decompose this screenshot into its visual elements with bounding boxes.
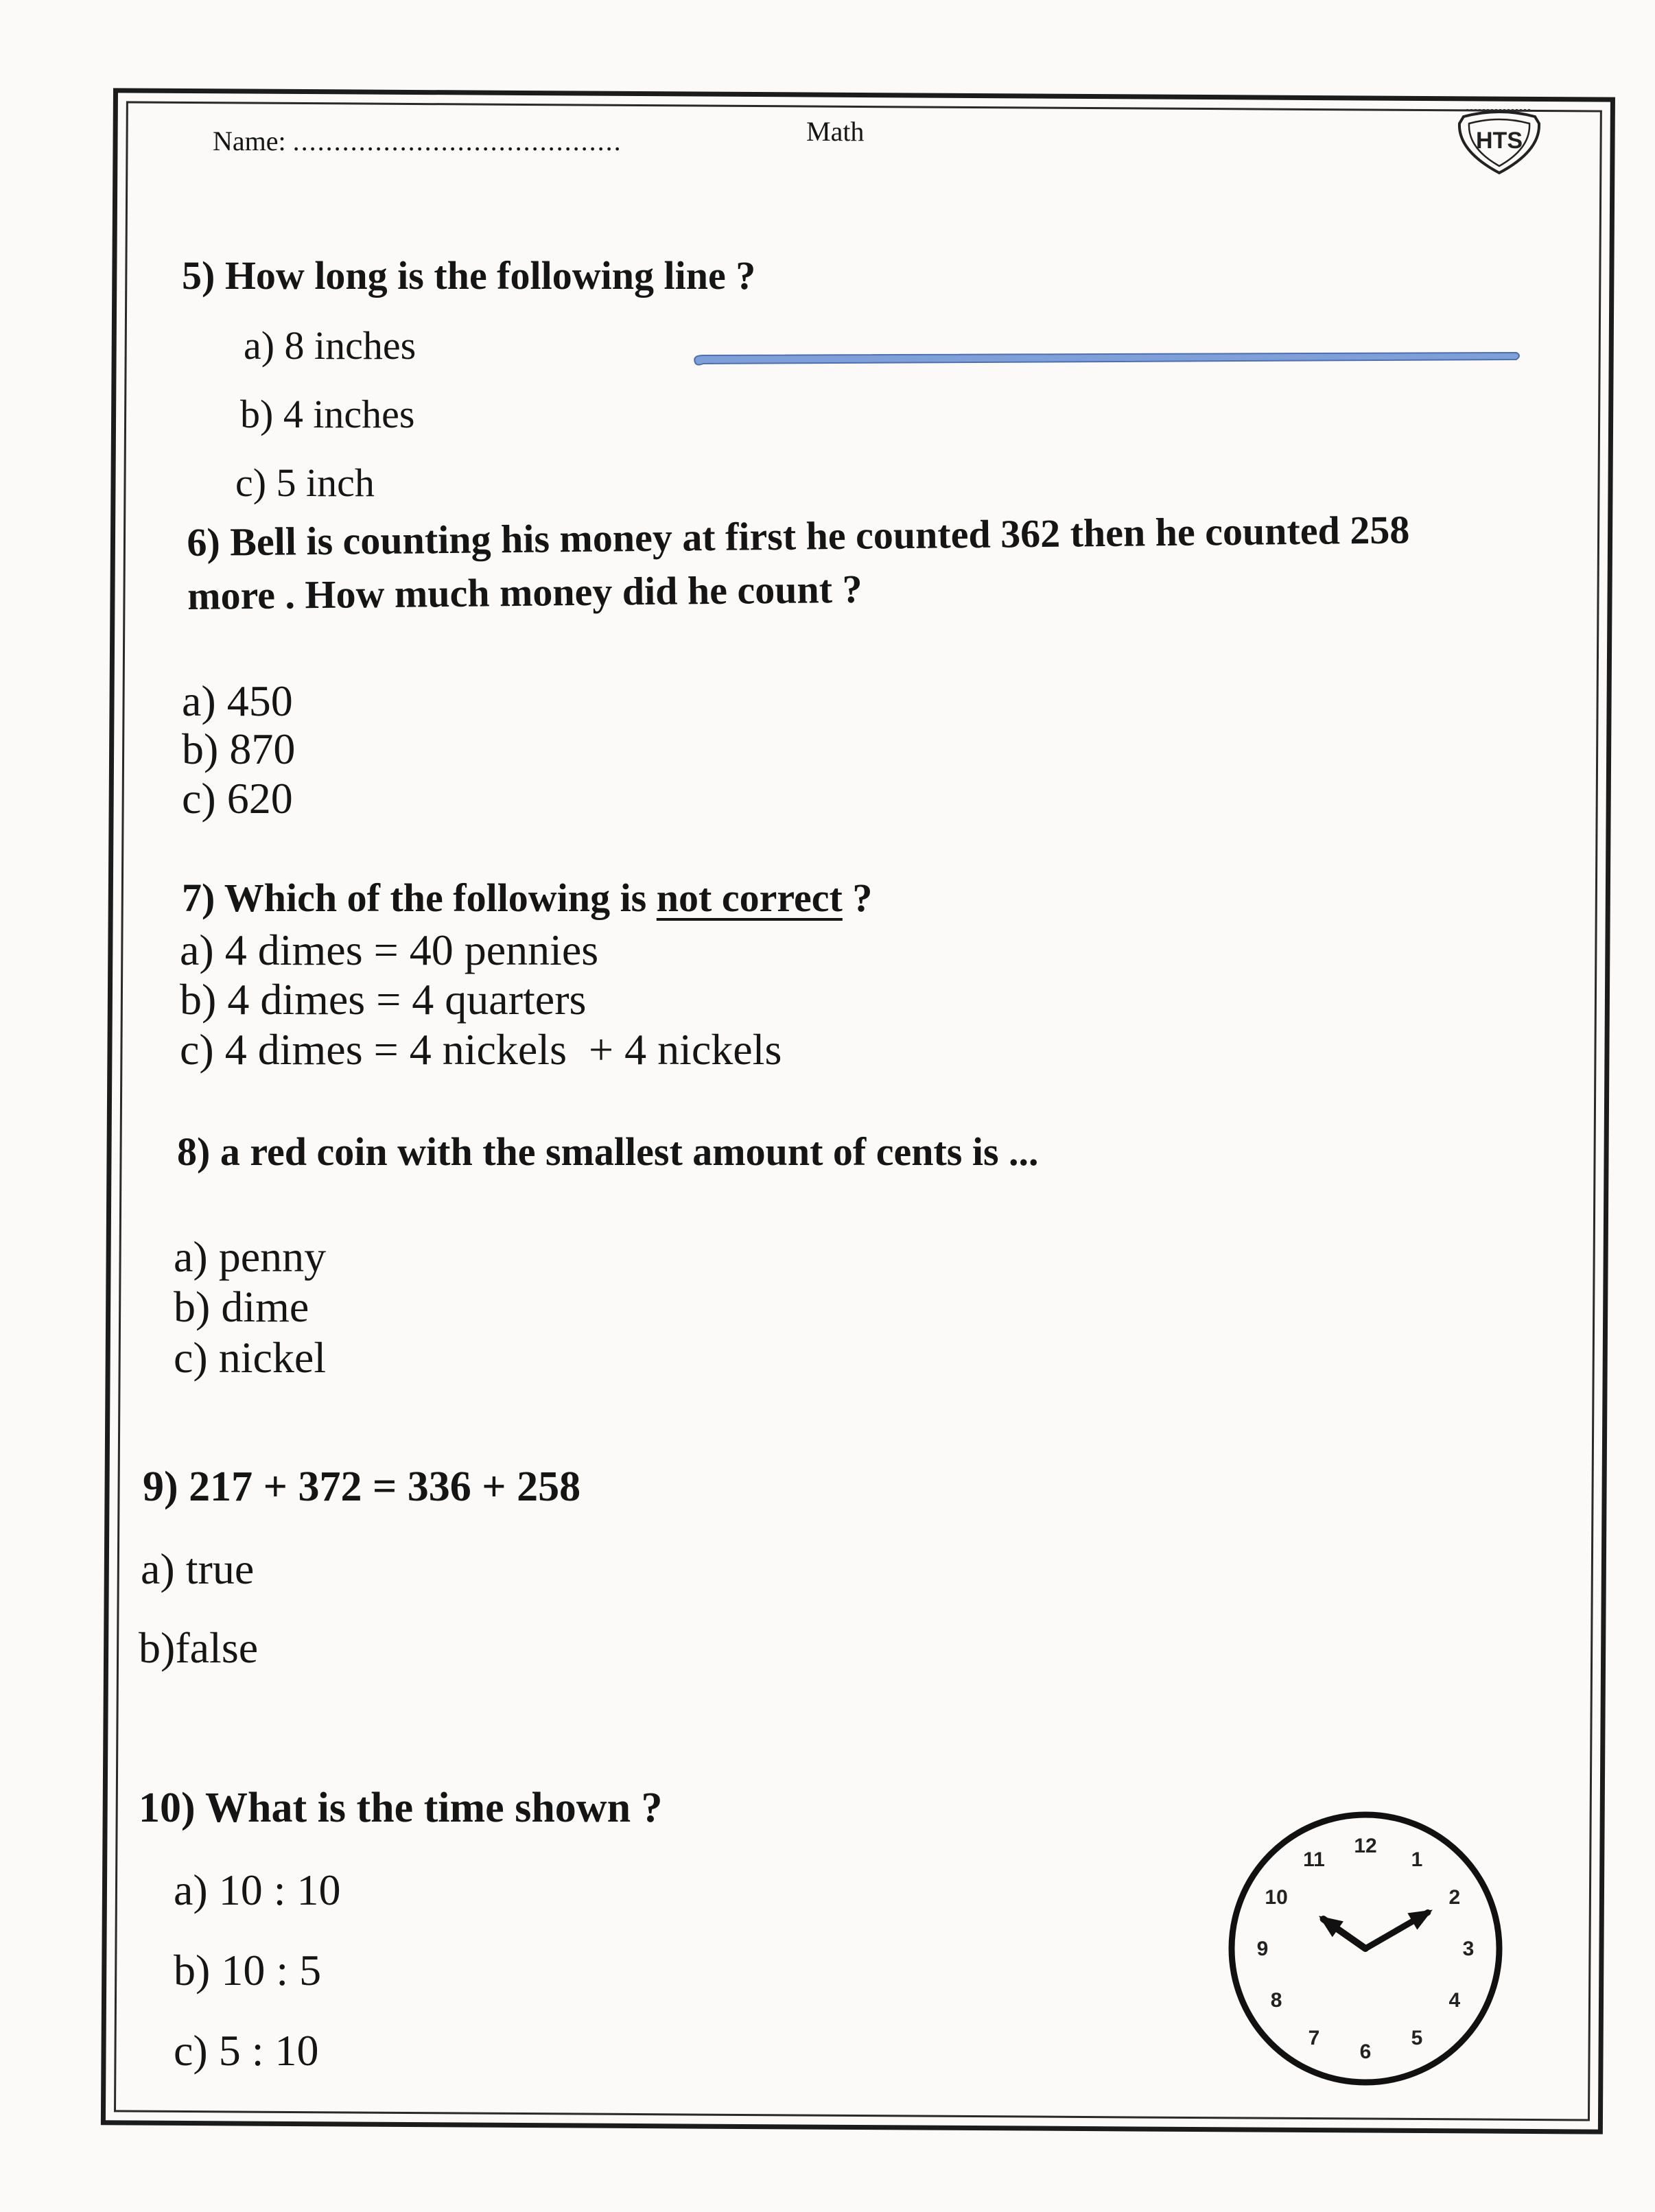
q7-option-b: b) 4 dimes = 4 quarters (180, 975, 587, 1024)
question-8-title: 8) a red coin with the smallest amount of cents is ... (177, 1129, 1039, 1174)
clock-numeral: 12 (1354, 1835, 1377, 1857)
subject-title: Math (806, 116, 865, 147)
q8-option-a: a) penny (174, 1232, 327, 1281)
q6-text: Bell is counting his money at first he counted 362 then he counted 258 more . How much money did he count ? (187, 507, 1410, 618)
q10-option-c: c) 5 : 10 (174, 2026, 319, 2075)
name-dots: ........................................ (292, 126, 622, 156)
q7-option-a: a) 4 dimes = 40 pennies (180, 926, 599, 974)
q7-option-c: c) 4 dimes = 4 nickels + 4 nickels (180, 1025, 782, 1074)
q9-option-b: b)false (139, 1623, 259, 1672)
question-9-title: 9) 217 + 372 = 336 + 258 (143, 1463, 581, 1510)
name-label: Name: (213, 126, 286, 156)
q9-option-a: a) true (141, 1544, 255, 1593)
question-5-title: 5) How long is the following line ? (182, 253, 756, 298)
q6-option-b: b) 870 (182, 725, 296, 773)
question-10-title: 10) What is the time shown ? (139, 1785, 663, 1831)
q6-number: 6) (187, 519, 221, 565)
logo-text: HTS (1476, 128, 1523, 154)
school-logo (1451, 103, 1547, 180)
clock-numeral: 1 (1411, 1848, 1423, 1872)
q10-option-b: b) 10 : 5 (174, 1946, 322, 1995)
measured-line (690, 351, 1523, 369)
q5-option-b: b) 4 inches (240, 392, 415, 436)
clock-numeral: 3 (1462, 1938, 1475, 1960)
q8-option-b: b) dime (174, 1282, 309, 1331)
q5-option-c: c) 5 inch (235, 460, 375, 505)
clock-numeral: 7 (1308, 2026, 1320, 2049)
clock-numeral: 5 (1411, 2026, 1423, 2049)
clock-numeral: 9 (1256, 1938, 1269, 1960)
clock-numeral: 4 (1448, 1989, 1461, 2012)
clock-numeral: 6 (1359, 2040, 1372, 2063)
question-7-title (182, 875, 872, 921)
clock-numeral: 11 (1303, 1848, 1325, 1872)
name-field (213, 125, 622, 157)
q8-option-c: c) nickel (174, 1333, 327, 1382)
clock-image (1221, 1804, 1510, 2093)
q7-title-underlined: not correct (656, 875, 843, 920)
question-6-title (187, 502, 1499, 623)
q6-option-c: c) 620 (182, 774, 293, 823)
clock-numeral: 10 (1265, 1886, 1288, 1909)
q6-option-a: a) 450 (182, 676, 293, 725)
q10-option-a: a) 10 : 10 (174, 1866, 341, 1914)
clock-numeral: 8 (1270, 1989, 1282, 2012)
q7-title-post: ? (842, 875, 873, 920)
q7-title-pre: 7) Which of the following is (182, 875, 657, 920)
q5-option-a: a) 8 inches (244, 323, 416, 368)
clock-numeral: 2 (1448, 1886, 1461, 1909)
